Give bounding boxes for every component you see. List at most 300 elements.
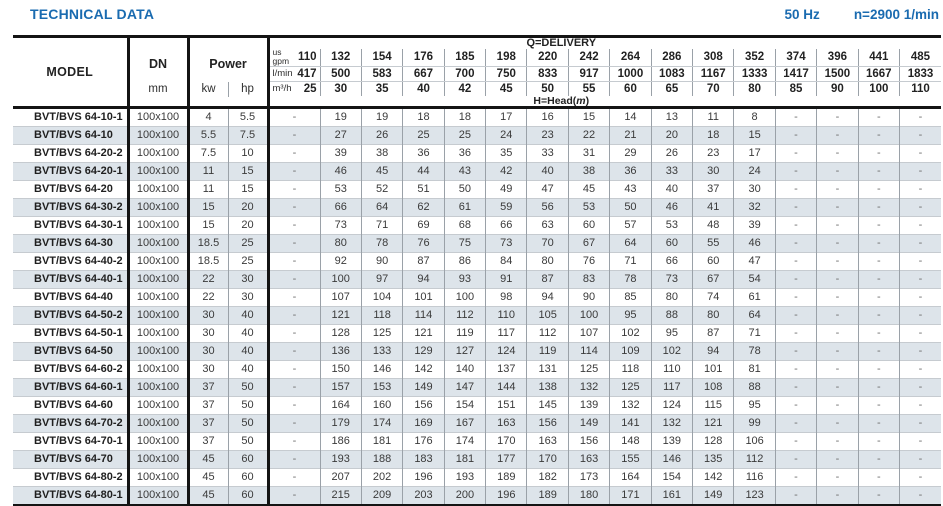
head-value-cell: 49 [486, 181, 527, 199]
head-value-cell: - [899, 379, 941, 397]
head-value-cell: 16 [527, 108, 568, 127]
head-value-cell: 104 [361, 289, 402, 307]
q-delivery-header [268, 37, 941, 50]
head-value-cell: - [858, 325, 899, 343]
head-value-cell: 186 [320, 433, 361, 451]
flow-value-cell: 917 [568, 66, 609, 81]
flow-value-cell: 1667 [858, 66, 899, 81]
head-value-cell: 64 [734, 307, 775, 325]
head-value-cell: 73 [486, 235, 527, 253]
head-value-cell: 147 [444, 379, 485, 397]
head-value-cell: 44 [403, 163, 444, 181]
head-value-cell: 90 [568, 289, 609, 307]
head-value-cell: 80 [320, 235, 361, 253]
head-value-cell: 87 [403, 253, 444, 271]
kw-cell: 45 [188, 487, 228, 506]
head-value-cell: 127 [444, 343, 485, 361]
head-value-cell: - [817, 325, 858, 343]
head-value-cell: 92 [320, 253, 361, 271]
head-value-cell: - [817, 397, 858, 415]
flow-value-cell: 110 [899, 81, 941, 96]
head-value-cell: 110 [651, 361, 692, 379]
operating-specs [785, 7, 939, 22]
dn-cell: 100x100 [128, 487, 188, 506]
head-value-cell: 78 [734, 343, 775, 361]
head-value-cell: 67 [693, 271, 734, 289]
head-value-cell: 136 [320, 343, 361, 361]
flow-unit-label: us gpm [272, 47, 290, 66]
dn-cell: 100x100 [128, 343, 188, 361]
head-value-cell: - [817, 253, 858, 271]
head-value-cell: 112 [734, 451, 775, 469]
flow-value-cell: 35 [361, 81, 402, 96]
head-value-cell: 137 [486, 361, 527, 379]
head-value-cell: 73 [320, 217, 361, 235]
table-row [13, 451, 941, 469]
flow-value-cell: 60 [610, 81, 651, 96]
head-value-cell: 35 [486, 145, 527, 163]
head-value-cell: 45 [361, 163, 402, 181]
flow-value-cell: 198 [486, 49, 527, 66]
model-cell: BVT/BVS 64-40 [13, 289, 128, 307]
head-value-cell: 90 [361, 253, 402, 271]
table-row [13, 433, 941, 451]
head-value-cell: - [899, 108, 941, 127]
head-value-cell: 139 [651, 433, 692, 451]
head-value-cell: - [899, 289, 941, 307]
head-value-cell: 91 [486, 271, 527, 289]
head-value-cell: 144 [486, 379, 527, 397]
head-value-cell: 38 [361, 145, 402, 163]
dn-cell: 100x100 [128, 217, 188, 235]
head-value-cell: 117 [486, 325, 527, 343]
head-value-cell: 154 [444, 397, 485, 415]
model-cell: BVT/BVS 64-10 [13, 127, 128, 145]
head-value-cell: 74 [693, 289, 734, 307]
head-value-cell: - [775, 379, 816, 397]
head-value-cell: 23 [527, 127, 568, 145]
head-value-cell: - [858, 181, 899, 199]
hp-cell: 60 [228, 451, 268, 469]
head-value-cell: 95 [610, 307, 651, 325]
dn-cell: 100x100 [128, 127, 188, 145]
kw-cell: 7.5 [188, 145, 228, 163]
head-value-cell: 80 [651, 289, 692, 307]
kw-cell: 15 [188, 217, 228, 235]
head-value-cell: 125 [610, 379, 651, 397]
head-value-cell: 146 [651, 451, 692, 469]
head-value-cell: - [817, 469, 858, 487]
head-value-cell: 200 [444, 487, 485, 506]
head-value-cell: 37 [693, 181, 734, 199]
head-value-cell: 125 [361, 325, 402, 343]
head-value-cell: 70 [527, 235, 568, 253]
head-value-cell: 69 [403, 217, 444, 235]
dn-unit-label: mm [148, 83, 168, 95]
head-value-cell: - [268, 108, 320, 127]
head-value-cell: 149 [693, 487, 734, 506]
top-bar [0, 6, 943, 22]
model-cell: BVT/BVS 64-50-2 [13, 307, 128, 325]
kw-cell: 15 [188, 199, 228, 217]
flow-value-cell: 65 [651, 81, 692, 96]
q-delivery-label: Q=DELIVERY [526, 37, 597, 49]
head-value-cell: 24 [734, 163, 775, 181]
flow-value-cell: 500 [320, 66, 361, 81]
head-value-cell: 153 [361, 379, 402, 397]
head-value-cell: - [775, 451, 816, 469]
head-value-cell: - [899, 145, 941, 163]
flow-value-cell: 583 [361, 66, 402, 81]
dn-cell: 100x100 [128, 397, 188, 415]
table-row [13, 415, 941, 433]
head-value-cell: 95 [651, 325, 692, 343]
flow-unit-cell [268, 81, 320, 96]
head-value-cell: 73 [651, 271, 692, 289]
head-value-cell: 188 [361, 451, 402, 469]
kw-label: kw [201, 83, 216, 95]
dn-cell: 100x100 [128, 415, 188, 433]
head-value-cell: 55 [693, 235, 734, 253]
flow-unit-label: m³/h [272, 82, 292, 94]
head-value-cell: 40 [527, 163, 568, 181]
technical-data-table [13, 35, 941, 506]
head-value-cell: 163 [568, 451, 609, 469]
head-value-cell: - [268, 145, 320, 163]
head-value-cell: 76 [403, 235, 444, 253]
kw-cell: 18.5 [188, 253, 228, 271]
flow-value-cell: 264 [610, 49, 651, 66]
flow-value-cell: 154 [361, 49, 402, 66]
head-value-cell: 101 [403, 289, 444, 307]
head-value-cell: 52 [361, 181, 402, 199]
model-cell: BVT/BVS 64-30-1 [13, 217, 128, 235]
head-value-cell: 109 [610, 343, 651, 361]
head-value-cell: 97 [361, 271, 402, 289]
head-value-cell: - [858, 415, 899, 433]
head-value-cell: 167 [444, 415, 485, 433]
kw-cell: 30 [188, 343, 228, 361]
head-value-cell: 149 [568, 415, 609, 433]
head-value-cell: 98 [486, 289, 527, 307]
head-value-cell: 56 [527, 199, 568, 217]
head-value-cell: - [775, 325, 816, 343]
model-cell: BVT/BVS 64-60-2 [13, 361, 128, 379]
model-cell: BVT/BVS 64-50-1 [13, 325, 128, 343]
model-cell: BVT/BVS 64-80-2 [13, 469, 128, 487]
head-value-cell: 14 [610, 108, 651, 127]
head-value-cell: 45 [568, 181, 609, 199]
hp-cell: 50 [228, 433, 268, 451]
head-value-cell: 39 [320, 145, 361, 163]
head-value-cell: - [268, 487, 320, 506]
kw-cell: 37 [188, 397, 228, 415]
head-value-cell: 131 [527, 361, 568, 379]
head-value-cell: 26 [651, 145, 692, 163]
head-value-cell: - [899, 217, 941, 235]
head-value-cell: 105 [527, 307, 568, 325]
head-value-cell: 181 [444, 451, 485, 469]
table-row [13, 145, 941, 163]
hp-cell: 20 [228, 217, 268, 235]
dn-cell: 100x100 [128, 163, 188, 181]
flow-value-cell: 50 [527, 81, 568, 96]
head-value-cell: 31 [568, 145, 609, 163]
head-value-cell: 8 [734, 108, 775, 127]
model-cell: BVT/BVS 64-70-2 [13, 415, 128, 433]
frequency-label: 50 Hz [784, 7, 820, 22]
head-value-cell: - [775, 361, 816, 379]
flow-value-cell: 667 [403, 66, 444, 81]
dn-cell: 100x100 [128, 253, 188, 271]
speed-label: n=2900 1/min [853, 7, 939, 22]
head-value-cell: 26 [361, 127, 402, 145]
head-value-cell: - [817, 108, 858, 127]
head-value-cell: 124 [651, 397, 692, 415]
head-value-cell: - [817, 289, 858, 307]
head-value-cell: - [899, 451, 941, 469]
head-value-cell: 99 [734, 415, 775, 433]
flow-value-cell: 176 [403, 49, 444, 66]
head-value-cell: 108 [693, 379, 734, 397]
head-value-cell: - [858, 469, 899, 487]
head-value-cell: 189 [527, 487, 568, 506]
head-value-cell: 116 [734, 469, 775, 487]
head-value-cell: 207 [320, 469, 361, 487]
hp-cell: 5.5 [228, 108, 268, 127]
head-value-cell: - [858, 253, 899, 271]
head-value-cell: - [858, 199, 899, 217]
table-row [13, 253, 941, 271]
head-value-cell: 119 [527, 343, 568, 361]
head-value-cell: 86 [444, 253, 485, 271]
kw-cell: 30 [188, 361, 228, 379]
head-value-cell: - [775, 163, 816, 181]
head-value-cell: 62 [403, 199, 444, 217]
head-value-cell: 94 [693, 343, 734, 361]
head-value-cell: 42 [486, 163, 527, 181]
head-value-cell: - [268, 181, 320, 199]
head-value-cell: 155 [610, 451, 651, 469]
table-header [13, 37, 941, 108]
flow-value-cell: 1500 [817, 66, 858, 81]
head-value-cell: 196 [486, 487, 527, 506]
head-value-cell: - [268, 379, 320, 397]
head-value-cell: - [899, 127, 941, 145]
flow-value-cell: 308 [693, 49, 734, 66]
head-value-cell: 60 [651, 235, 692, 253]
head-value-cell: 57 [610, 217, 651, 235]
flow-value-cell: 220 [527, 49, 568, 66]
head-value-cell: - [817, 433, 858, 451]
dn-cell: 100x100 [128, 199, 188, 217]
head-value-cell: 87 [527, 271, 568, 289]
head-value-cell: - [775, 108, 816, 127]
head-value-cell: 53 [320, 181, 361, 199]
head-value-cell: - [858, 487, 899, 506]
kw-cell: 37 [188, 433, 228, 451]
head-value-cell: - [817, 379, 858, 397]
head-value-cell: - [817, 307, 858, 325]
head-value-cell: - [817, 343, 858, 361]
head-value-cell: 173 [568, 469, 609, 487]
head-value-cell: 107 [320, 289, 361, 307]
head-value-cell: 61 [444, 199, 485, 217]
hp-cell: 60 [228, 469, 268, 487]
head-value-cell: 22 [568, 127, 609, 145]
head-value-cell: 110 [486, 307, 527, 325]
model-cell: BVT/BVS 64-20-1 [13, 163, 128, 181]
flow-value-cell: 700 [444, 66, 485, 81]
head-value-cell: - [817, 487, 858, 506]
hp-cell: 20 [228, 199, 268, 217]
head-value-cell: 59 [486, 199, 527, 217]
head-value-cell: - [817, 235, 858, 253]
table-row [13, 343, 941, 361]
head-value-cell: 142 [693, 469, 734, 487]
head-value-cell: - [899, 415, 941, 433]
head-value-cell: - [817, 415, 858, 433]
head-value-cell: 139 [568, 397, 609, 415]
head-value-cell: - [268, 415, 320, 433]
hp-cell: 60 [228, 487, 268, 506]
table-row [13, 235, 941, 253]
head-value-cell: 146 [361, 361, 402, 379]
model-cell: BVT/BVS 64-40-1 [13, 271, 128, 289]
table-row [13, 127, 941, 145]
head-value-cell: - [817, 217, 858, 235]
head-value-cell: 180 [568, 487, 609, 506]
head-value-cell: 203 [403, 487, 444, 506]
head-value-cell: - [268, 253, 320, 271]
dn-cell: 100x100 [128, 451, 188, 469]
head-value-cell: 121 [320, 307, 361, 325]
head-value-cell: - [775, 199, 816, 217]
head-value-cell: 95 [734, 397, 775, 415]
hp-cell: 15 [228, 163, 268, 181]
head-value-cell: 148 [610, 433, 651, 451]
head-value-cell: 68 [444, 217, 485, 235]
head-value-cell: - [858, 343, 899, 361]
head-value-cell: - [268, 325, 320, 343]
head-value-cell: 121 [403, 325, 444, 343]
hp-cell: 50 [228, 397, 268, 415]
head-value-cell: 182 [527, 469, 568, 487]
head-value-cell: - [817, 271, 858, 289]
head-value-cell: 156 [527, 415, 568, 433]
head-value-cell: 138 [527, 379, 568, 397]
head-value-cell: 29 [610, 145, 651, 163]
head-value-cell: 129 [403, 343, 444, 361]
dn-cell: 100x100 [128, 235, 188, 253]
head-value-cell: 163 [486, 415, 527, 433]
kw-cell: 45 [188, 451, 228, 469]
head-value-cell: - [858, 127, 899, 145]
head-value-cell: 53 [568, 199, 609, 217]
head-value-cell: 161 [651, 487, 692, 506]
hp-cell: 30 [228, 289, 268, 307]
head-value-cell: - [899, 271, 941, 289]
head-value-cell: - [268, 271, 320, 289]
kw-cell: 30 [188, 307, 228, 325]
head-value-cell: - [899, 253, 941, 271]
head-value-cell: 50 [444, 181, 485, 199]
model-cell: BVT/BVS 64-70-1 [13, 433, 128, 451]
head-value-cell: 67 [568, 235, 609, 253]
hp-cell: 7.5 [228, 127, 268, 145]
head-value-cell: - [858, 433, 899, 451]
head-value-cell: 17 [734, 145, 775, 163]
head-value-cell: 118 [361, 307, 402, 325]
head-value-cell: 30 [734, 181, 775, 199]
head-value-cell: - [817, 163, 858, 181]
head-value-cell: 124 [486, 343, 527, 361]
hp-cell: 40 [228, 361, 268, 379]
head-value-cell: 102 [651, 343, 692, 361]
head-value-cell: 156 [403, 397, 444, 415]
head-value-cell: 100 [320, 271, 361, 289]
head-value-cell: 154 [651, 469, 692, 487]
flow-value-cell: 30 [320, 81, 361, 96]
hp-cell: 50 [228, 379, 268, 397]
head-value-cell: - [775, 307, 816, 325]
model-cell: BVT/BVS 64-20-2 [13, 145, 128, 163]
head-value-cell: - [268, 307, 320, 325]
kw-cell: 18.5 [188, 235, 228, 253]
head-value-cell: 128 [693, 433, 734, 451]
head-value-cell: 27 [320, 127, 361, 145]
head-value-cell: 102 [610, 325, 651, 343]
table-row [13, 325, 941, 343]
head-value-cell: 171 [610, 487, 651, 506]
kw-cell: 45 [188, 469, 228, 487]
head-value-cell: 54 [734, 271, 775, 289]
head-value-cell: - [775, 127, 816, 145]
power-label: Power [209, 57, 247, 71]
table-row [13, 217, 941, 235]
page-title: TECHNICAL DATA [30, 6, 155, 22]
head-value-cell: 133 [361, 343, 402, 361]
head-value-cell: 88 [651, 307, 692, 325]
head-value-cell: 169 [403, 415, 444, 433]
head-value-cell: - [775, 397, 816, 415]
head-value-cell: 179 [320, 415, 361, 433]
model-column-header: MODEL [13, 37, 128, 108]
dn-cell: 100x100 [128, 433, 188, 451]
head-value-cell: 50 [610, 199, 651, 217]
head-value-cell: - [858, 451, 899, 469]
flow-value-cell: 485 [899, 49, 941, 66]
flow-unit-cell [268, 66, 320, 81]
flow-value-cell: 374 [775, 49, 816, 66]
head-value-cell: 80 [693, 307, 734, 325]
head-value-cell: 84 [486, 253, 527, 271]
kw-cell: 11 [188, 181, 228, 199]
hp-label: hp [228, 82, 267, 97]
head-value-cell: 209 [361, 487, 402, 506]
flow-value-cell: 100 [858, 81, 899, 96]
head-value-cell: 53 [651, 217, 692, 235]
head-value-cell: 36 [610, 163, 651, 181]
head-value-cell: 25 [403, 127, 444, 145]
head-value-cell: 156 [568, 433, 609, 451]
head-value-cell: 128 [320, 325, 361, 343]
head-value-cell: 46 [651, 199, 692, 217]
kw-cell: 37 [188, 415, 228, 433]
head-value-cell: - [858, 289, 899, 307]
head-value-cell: - [899, 469, 941, 487]
hp-cell: 40 [228, 343, 268, 361]
